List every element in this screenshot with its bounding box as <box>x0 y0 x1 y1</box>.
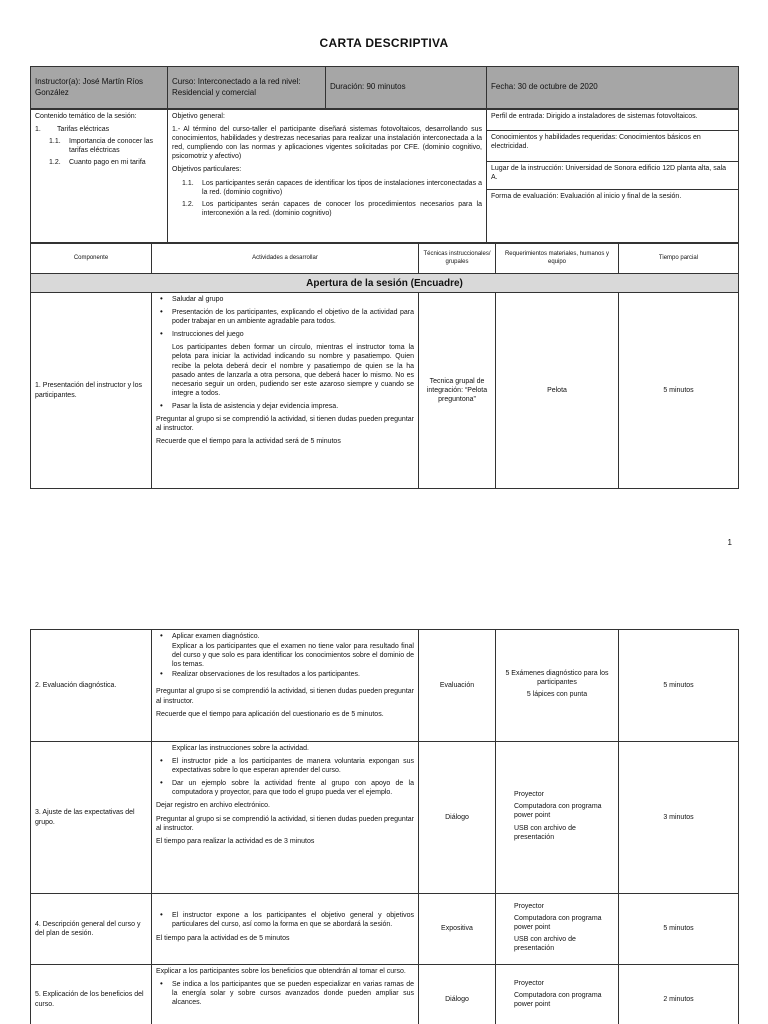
table-row <box>31 894 739 965</box>
forma-evaluacion: Forma de evaluación: Evaluación al inicio y final de la sesión. <box>487 190 739 243</box>
bullet-item: • Aplicar examen diagnóstico. <box>156 632 414 641</box>
row4-actividades <box>152 894 419 965</box>
row2-componente: 2. Evaluación diagnóstica. <box>31 630 152 742</box>
activity-text: Recuerde que el tiempo para aplicación del cuestionario es de 5 minutos. <box>156 710 384 718</box>
table-row <box>31 293 739 489</box>
row2-tecnica: Evaluación <box>419 630 496 742</box>
subtema-item: Importancia de conocer las tarifas eléctricas <box>69 138 154 155</box>
col-componente: Componente <box>31 244 152 274</box>
page-2 <box>0 600 768 1024</box>
col-tiempo: Tiempo parcial <box>619 244 739 274</box>
row5-material <box>496 965 619 1024</box>
row2-tiempo: 5 minutos <box>619 630 739 742</box>
section-apertura: Apertura de la sesión (Encuadre) <box>31 274 739 293</box>
row1-material: Pelota <box>496 293 619 489</box>
row1-tecnica: Tecnica grupal de integración: “Pelota preguntona” <box>419 293 496 489</box>
conocimientos-requeridos: Conocimientos y habilidades requeridas: Conocimientos básicos en electricidad. <box>487 131 739 162</box>
row3-material <box>496 742 619 894</box>
document-title: CARTA DESCRIPTIVA <box>319 36 449 50</box>
material-item: 5 lápices con punta <box>526 691 588 699</box>
row5-componente: 5. Explicación de los beneficios del curso. <box>31 965 152 1024</box>
activity-text: El tiempo para la actividad es de 5 minutos <box>156 934 290 942</box>
tema-item: Tarifas eléctricas <box>57 126 110 134</box>
objetivo-particular: Los participantes serán capaces de conocer los procedimientos necesarios para la interconexión a la red. (dominio cognitivo) <box>202 200 482 217</box>
bullet-item: • Saludar al grupo <box>156 295 414 304</box>
activity-text: Preguntar al grupo si se comprendió la actividad, si tienen dudas pueden preguntar al instructor. <box>156 815 414 832</box>
page-gap <box>0 565 768 600</box>
page-number: 1 <box>727 538 732 547</box>
bullet-item: • El instructor expone a los participantes el objetivo general y objetivos particulares del curso, así como la forma en que se abordará la sesión. <box>156 911 414 929</box>
activity-text: Dejar registro en archivo electrónico. <box>156 802 270 810</box>
objetivo-general-text: 1.- Al término del curso-taller el participante diseñará sistemas fotovoltaicos, desarrollando sus conocimientos, habilidades y destrezas necesarias para realizar una instalación interconectada a la red, cumpliendo con las normas y aplicaciones vigentes solicitadas por CFE. (dominio cognitivo, psicomotriz y afectivo) <box>172 126 482 161</box>
bullet-item: • El instructor pide a los participantes de manera voluntaria expongan sus expectativas sobre lo que esperan aprender del curso. <box>156 757 414 775</box>
col-tecnicas: Técnicas instruccionales/ grupales <box>419 244 496 274</box>
item-number: 1. <box>35 126 41 134</box>
duracion-cell: Duración: 90 minutos <box>326 67 487 109</box>
row1-tiempo: 5 minutos <box>619 293 739 489</box>
activity-text: Explicar a los participantes sobre los beneficios que obtendrán al tomar el curso. <box>156 968 406 975</box>
item-number: 1.1. <box>49 138 61 146</box>
table-row <box>31 742 739 894</box>
bullet-item: • Instrucciones del juego <box>156 330 414 339</box>
item-number: 1.1. <box>182 179 194 187</box>
row1-componente: 1. Presentación del instructor y los participantes. <box>31 293 152 489</box>
contenido-tematico <box>31 110 168 243</box>
info-table <box>30 109 739 243</box>
bullet-item: • Dar un ejemplo sobre la actividad frente al grupo con apoyo de la computadora y proyector, para que todo el grupo pueda ver el ejemplo. <box>156 779 414 797</box>
material-item: USB con archivo de presentación <box>514 824 576 841</box>
row2-actividades <box>152 630 419 742</box>
material-item: Proyector <box>514 791 544 799</box>
activity-text: Preguntar al grupo si se comprendió la actividad, si tienen dudas pueden preguntar al instructor. <box>156 416 414 433</box>
header-table <box>30 66 739 109</box>
subtema-item: Cuanto pago en mi tarifa <box>69 159 146 167</box>
row2-material <box>496 630 619 742</box>
contenido-title: Contenido temático de la sesión: <box>35 113 137 120</box>
objetivos-cell <box>168 110 487 243</box>
objetivo-particular: Los participantes serán capaces de identificar los tipos de instalaciones interconectadas a la red. (dominio cognitivo) <box>202 179 482 196</box>
row4-componente: 4. Descripción general del curso y del plan de sesión. <box>31 894 152 965</box>
row3-tiempo: 3 minutos <box>619 742 739 894</box>
row4-tiempo: 5 minutos <box>619 894 739 965</box>
instrucciones-text: Los participantes deben formar un círculo, mientras el instructor toma la pelota para iniciar la actividad indicando su nombre y pasatiempo. Quien recibe la pelota deberá decir el nombre y pasatiempo de quien se la ha pasado antes de lanzarla a otra persona, que deberá hacer lo mismo. No es necesario seguir un orden, pudiendo ser este azaroso siempre y cuando se integre a todos. <box>172 344 414 397</box>
row3-actividades <box>152 742 419 894</box>
row5-actividades <box>152 965 419 1024</box>
row3-componente: 3. Ajuste de las expectativas del grupo. <box>31 742 152 894</box>
row4-material <box>496 894 619 965</box>
objetivos-particulares-title: Objetivos particulares: <box>172 166 242 174</box>
activities-table <box>30 243 739 489</box>
activities-table-continued <box>30 629 739 1024</box>
activity-text: Explicar las instrucciones sobre la actividad. <box>172 745 309 752</box>
row3-tecnica: Diálogo <box>419 742 496 894</box>
col-requerimientos: Requerimientos materiales, humanos y equipo <box>496 244 619 274</box>
bullet-item: • Presentación de los participantes, explicando el objetivo de la actividad para poder trabajar en un ambiente agradable para todos. <box>156 308 414 326</box>
bullet-item: • Realizar observaciones de los resultados a los participantes. <box>156 670 414 679</box>
lugar-instruccion: Lugar de la instrucción: Universidad de Sonora edificio 12D planta alta, sala A. <box>487 162 739 190</box>
activity-text: Preguntar al grupo si se comprendió la actividad, si tienen dudas pueden preguntar al instructor. <box>156 688 414 705</box>
material-item: Proyector <box>514 902 544 910</box>
objetivo-general-title: Objetivo general: <box>172 113 225 120</box>
material-item: USB con archivo de presentación <box>514 936 576 953</box>
col-actividades: Actividades a desarrollar <box>152 244 419 274</box>
fecha-cell: Fecha: 30 de octubre de 2020 <box>487 67 739 109</box>
material-item: Computadora con programa power point <box>514 992 602 1009</box>
table-row <box>31 965 739 1024</box>
activity-text: El tiempo para realizar la actividad es de 3 minutos <box>156 837 315 845</box>
activity-text: Recuerde que el tiempo para la actividad será de 5 minutos <box>156 438 341 446</box>
row5-tiempo: 2 minutos <box>619 965 739 1024</box>
examen-text: Explicar a los participantes que el examen no tiene valor para resultado final del curso y que solo es para identificar los conocimientos sobre el dominio de los temas. <box>172 643 414 669</box>
row4-tecnica: Expositiva <box>419 894 496 965</box>
instructor-cell: Instructor(a): José Martín Ríos González <box>31 67 168 109</box>
table-row <box>31 630 739 742</box>
perfil-entrada: Perfil de entrada: Dirigido a instaladores de sistemas fotovoltaicos. <box>487 110 739 131</box>
row1-actividades <box>152 293 419 489</box>
curso-cell: Curso: Interconectado a la red nivel: Residencial y comercial <box>168 67 326 109</box>
row5-tecnica: Diálogo <box>419 965 496 1024</box>
material-item: Computadora con programa power point <box>514 914 602 931</box>
material-item: Proyector <box>514 980 544 987</box>
item-number: 1.2. <box>49 159 61 167</box>
material-item: 5 Exámenes diagnóstico para los participantes <box>505 669 609 686</box>
bullet-item: • Se indica a los participantes que se pueden especializar en varias ramas de la energía solar y sobre cursos avanzados donde pueden ampliar sus alcances. <box>156 980 414 1007</box>
material-item: Computadora con programa power point <box>514 803 602 820</box>
item-number: 1.2. <box>182 200 194 208</box>
bullet-item: • Pasar la lista de asistencia y dejar evidencia impresa. <box>156 402 414 411</box>
